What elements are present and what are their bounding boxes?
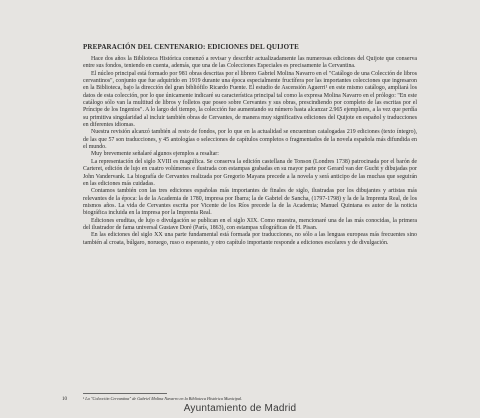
paragraph-5: La representación del siglo XVIII es magnífica. Se conserva la edición castellana de Tonson (Londres 1738) patrocinada por el barón de Carteret, edición de lujo en cuatro volúmenes e ilustrada con estampas grabadas en su mayor parte por Gerard van der Gucht y dibujadas por John Vandervank. La biografía de Cervantes realizada por Gregorio Mayans precede a la novela y será anticipo de las muchas que seguirán en las ediciones más cuidadas.	[83, 158, 417, 187]
page-number: 10	[62, 397, 67, 402]
paragraph-4: Muy brevemente señalaré algunos ejemplos a resaltar:	[91, 151, 219, 158]
paragraph-1: Hace dos años la Biblioteca Histórica comenzó a revisar y describir actualizadamente las numerosas ediciones del Quijote que conserva entre sus fondos, teniendo en cuenta, además, que una de las Colecciones Especiales es precisamente la Cervantina.	[83, 56, 417, 70]
paragraph-8: En las ediciones del siglo XX una parte fundamental está formada por traducciones, no sólo a las lenguas europeas más frecuentes sino también al croata, búlgaro, noruego, ruso o esperanto, y otro capítulo importante responde a ediciones escolares y de divulgación.	[83, 232, 417, 246]
paragraph-6: Contamos también con las tres ediciones españolas más importantes de finales de siglo, ilustradas por los dibujantes y artistas más relevantes de la época: la de la Academia de 1780, impresa por Ibarra; la de Gabriel de Sancha, (1797-1798) y la de la Imprenta Real, de los mismos años. La vida de Cervantes escrita por Vicente de los Ríos precede la de la Academia; Manuel Quintana es autor de la noticia biográfica incluida en la impresa por la Imprenta Real.	[83, 188, 417, 217]
paragraph-3: Nuestra revisión alcanzó también al resto de fondos, por lo que en la actualidad se encuentran catalogadas 219 ediciones (texto íntegro), de las que 57 son traducciones, y 45 antologías o selecciones de capítulos completos o fragmentados de la novela española más difundida en el mundo.	[83, 129, 417, 151]
footnote-rule	[83, 393, 167, 394]
paragraph-7: Ediciones eruditas, de lujo o divulgación se publican en el siglo XIX. Como muestra, mencionaré una de las más conocidas, la primera del ilustrador de fama universal Gustave Doré (París, 1863), con estampas xilográficas de H. Pisan.	[83, 217, 417, 231]
body-text	[83, 56, 417, 247]
section-heading: PREPARACIÓN DEL CENTENARIO: EDICIONES DEL QUIJOTE	[83, 43, 299, 51]
publisher-footer: Ayuntamiento de Madrid	[183, 403, 297, 414]
paragraph-2: El núcleo principal está formado por 981 obras descritas por el librero Gabriel Molina Navarro en el "Catálogo de una Colección de libros cervantinos", conjunto que fue adquirido en 1919 durante una época especialmente fructífera por las importantes colecciones que ingresaron en la Biblioteca, bajo la dirección del gran bibliófilo Ricardo Fuente. El estudio de Ascensión Aguerri¹ en este mismo catálogo, ampliará los datos de esta colección, por lo que únicamente indicaré su característica principal tal como la expresa Molina Navarro en el prólogo: "En este catálogo sólo van la multitud de libros y folletos que poseo sobre Cervantes y sus obras, prescindiendo por completo de las escritas por el Príncipe de los Ingenios". A lo largo del tiempo, la colección fue aumentando su número hasta alcanzar 2.965 ejemplares, a la vez que perdía su primitiva singularidad al incluir también obras de Cervantes, de manera muy significativa ediciones del Quijote en español y traducciones en diferentes idiomas.	[83, 70, 417, 129]
footnote: ¹ La "Colección Cervantina" de Gabriel Molina Navarro en la Biblioteca Histórica Municipal.	[83, 396, 243, 401]
